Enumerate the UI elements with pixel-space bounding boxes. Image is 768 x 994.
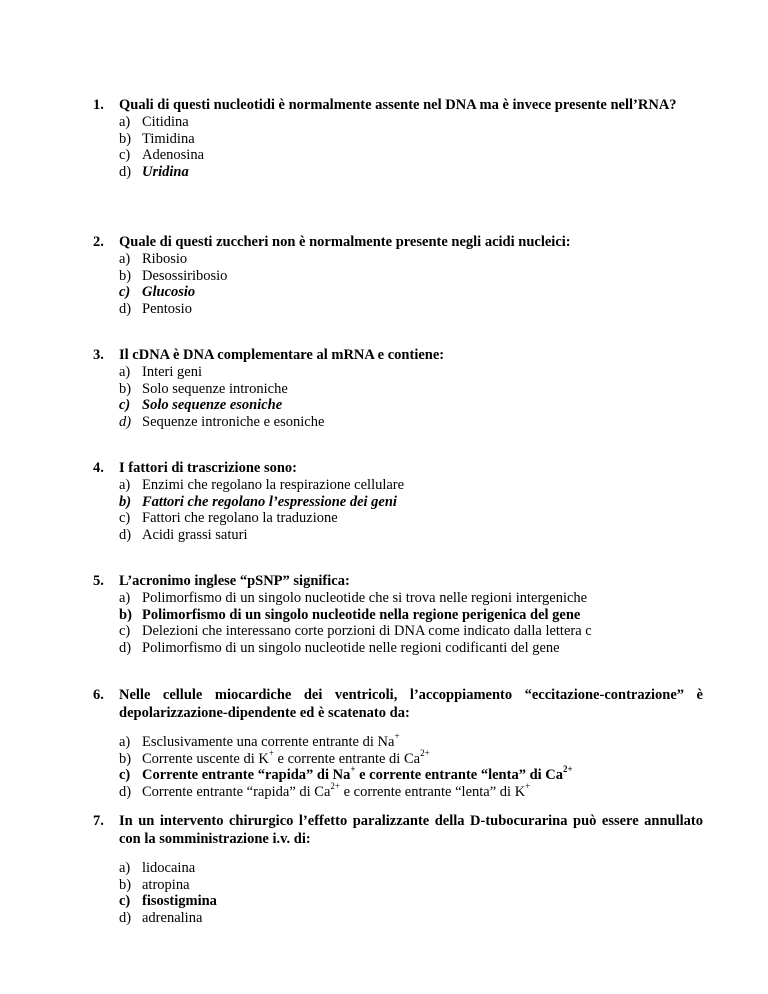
option-text-answer: Polimorfismo di un singolo nucleotide nella regione perigenica del gene: [142, 606, 581, 623]
question-2-header: [93, 233, 703, 251]
question-7-header: [93, 812, 703, 848]
question-1-header: [93, 96, 703, 114]
option-text: Polimorfismo di un singolo nucleotide che si trova nelle regioni intergeniche: [142, 590, 588, 606]
option-letter: b): [119, 380, 132, 397]
option-letter: c): [119, 147, 131, 164]
question-number: 6.: [93, 687, 104, 703]
option-letter: a): [119, 251, 131, 267]
option-letter: b): [119, 267, 132, 284]
question-6-header: [93, 686, 703, 722]
option-c-answer: [93, 764, 703, 784]
options-list: [93, 364, 703, 430]
option-d: [93, 527, 703, 544]
option-text: Timidina: [142, 130, 195, 147]
option-text-answer: fisostigmina: [142, 893, 217, 910]
option-letter: a): [119, 860, 131, 876]
option-b: [93, 381, 703, 398]
question-5: [93, 572, 703, 656]
option-text: Pentosio: [142, 300, 192, 317]
option-letter: d): [119, 526, 132, 543]
question-text: Quale di questi zuccheri non è normalmente presente negli acidi nucleici:: [119, 234, 571, 250]
question-1: [93, 96, 703, 180]
question-text: In un intervento chirurgico l’effetto paralizzante della D-tubocurarina può essere annullato con la somministrazione i.v. di:: [119, 813, 703, 847]
option-b-answer: [93, 607, 703, 624]
option-text: Fattori che regolano la traduzione: [142, 510, 338, 527]
options-list: [93, 731, 703, 800]
option-b: [93, 268, 703, 285]
question-3-header: [93, 346, 703, 364]
option-letter: a): [119, 590, 131, 606]
option-text: atropina: [142, 876, 190, 893]
option-d: [93, 301, 703, 318]
option-text: Ribosio: [142, 251, 188, 267]
question-2: [93, 233, 703, 317]
question-text: I fattori di trascrizione sono:: [119, 460, 297, 476]
option-letter: d): [119, 639, 132, 656]
option-text: Delezioni che interessano corte porzioni di DNA come indicato dalla lettera c: [142, 623, 592, 640]
option-letter: d): [119, 300, 132, 317]
option-letter: a): [119, 364, 131, 380]
question-number: 5.: [93, 573, 104, 589]
question-4: [93, 459, 703, 543]
option-text: Enzimi che regolano la respirazione cellulare: [142, 477, 405, 493]
option-letter: a): [119, 734, 131, 750]
option-b: [93, 747, 703, 768]
option-text: Desossiribosio: [142, 267, 228, 284]
option-d: [93, 164, 703, 181]
option-text: Sequenze introniche e esoniche: [142, 413, 325, 430]
option-text: Adenosina: [142, 147, 205, 164]
option-letter: c): [119, 623, 131, 640]
option-a: [93, 590, 703, 607]
option-text: adrenalina: [142, 909, 203, 926]
option-b: [93, 131, 703, 148]
option-b-answer: [93, 494, 703, 511]
option-letter: c): [119, 767, 131, 784]
option-d: [93, 910, 703, 927]
option-letter: c): [119, 510, 131, 527]
question-4-header: [93, 459, 703, 477]
question-text: Nelle cellule miocardiche dei ventricoli, l’accoppiamento “eccitazione-contrazione” è depolarizzazione-dipendente ed è scatenato da:: [119, 687, 703, 721]
options-list: [93, 114, 703, 180]
question-text: Il cDNA è DNA complementare al mRNA e contiene:: [119, 347, 445, 363]
option-a: [93, 477, 703, 494]
option-c: [93, 510, 703, 527]
option-letter: c): [119, 893, 131, 910]
option-b: [93, 877, 703, 894]
option-letter: b): [119, 130, 132, 147]
option-a: [93, 731, 703, 751]
options-list: [93, 477, 703, 543]
question-number: 2.: [93, 234, 104, 250]
option-d: [93, 640, 703, 657]
option-d: [93, 414, 703, 431]
question-6: [93, 686, 703, 800]
option-text: Acidi grassi saturi: [142, 526, 248, 543]
option-letter: d): [119, 909, 132, 926]
option-text: Corrente entrante “rapida” di $Ca^{2+}$ e corrente entrante “lenta” di K+: [142, 780, 531, 800]
question-7: [93, 812, 703, 926]
option-text: Polimorfismo di un singolo nucleotide nelle regioni codificanti del gene: [142, 639, 560, 656]
option-text: Citidina: [142, 114, 189, 130]
question-number: 1.: [93, 97, 104, 113]
option-c: [93, 623, 703, 640]
option-letter: a): [119, 114, 131, 130]
option-text: lidocaina: [142, 860, 196, 876]
option-letter: c): [119, 397, 131, 414]
option-letter: b): [119, 606, 132, 623]
option-text: Solo sequenze introniche: [142, 380, 288, 397]
question-5-header: [93, 572, 703, 590]
question-text: L’acronimo inglese “pSNP” significa:: [119, 573, 350, 589]
option-text-answer: Corrente entrante “rapida” di Na+ e corrente entrante “lenta” di $Ca^{2+}$: [142, 764, 573, 784]
option-a: [93, 114, 703, 131]
question-text: Quali di questi nucleotidi è normalmente assente nel DNA ma è invece presente nell’RNA?: [119, 97, 677, 113]
option-a: [93, 364, 703, 381]
option-text-answer: Solo sequenze esoniche: [142, 397, 283, 414]
question-number: 3.: [93, 347, 104, 363]
option-c: [93, 147, 703, 164]
option-text-answer: Fattori che regolano l’espressione dei geni: [142, 493, 397, 510]
question-number: 7.: [93, 813, 104, 829]
option-c-answer: [93, 893, 703, 910]
option-letter: b): [119, 876, 132, 893]
options-list: [93, 590, 703, 656]
option-letter: b): [119, 493, 132, 510]
option-a: [93, 251, 703, 268]
option-c-answer: [93, 397, 703, 414]
options-list: [93, 860, 703, 926]
option-a: [93, 860, 703, 877]
option-letter: a): [119, 477, 131, 493]
option-text: Corrente uscente di K+ e corrente entrante di $Ca^{2+}$: [142, 747, 430, 767]
option-d: [93, 780, 703, 801]
question-number: 4.: [93, 460, 104, 476]
option-letter: d): [119, 413, 132, 430]
option-letter: c): [119, 284, 131, 301]
option-letter: d): [119, 163, 132, 180]
option-text: Interi geni: [142, 364, 202, 380]
options-list: [93, 251, 703, 317]
option-letter: b): [119, 750, 132, 767]
option-text-answer: Glucosio: [142, 284, 196, 301]
option-text-answer: Uridina: [142, 163, 189, 180]
question-3: [93, 346, 703, 430]
option-letter: d): [119, 783, 132, 800]
option-c-answer: [93, 284, 703, 301]
option-text: Esclusivamente una corrente entrante di Na+: [142, 731, 400, 750]
